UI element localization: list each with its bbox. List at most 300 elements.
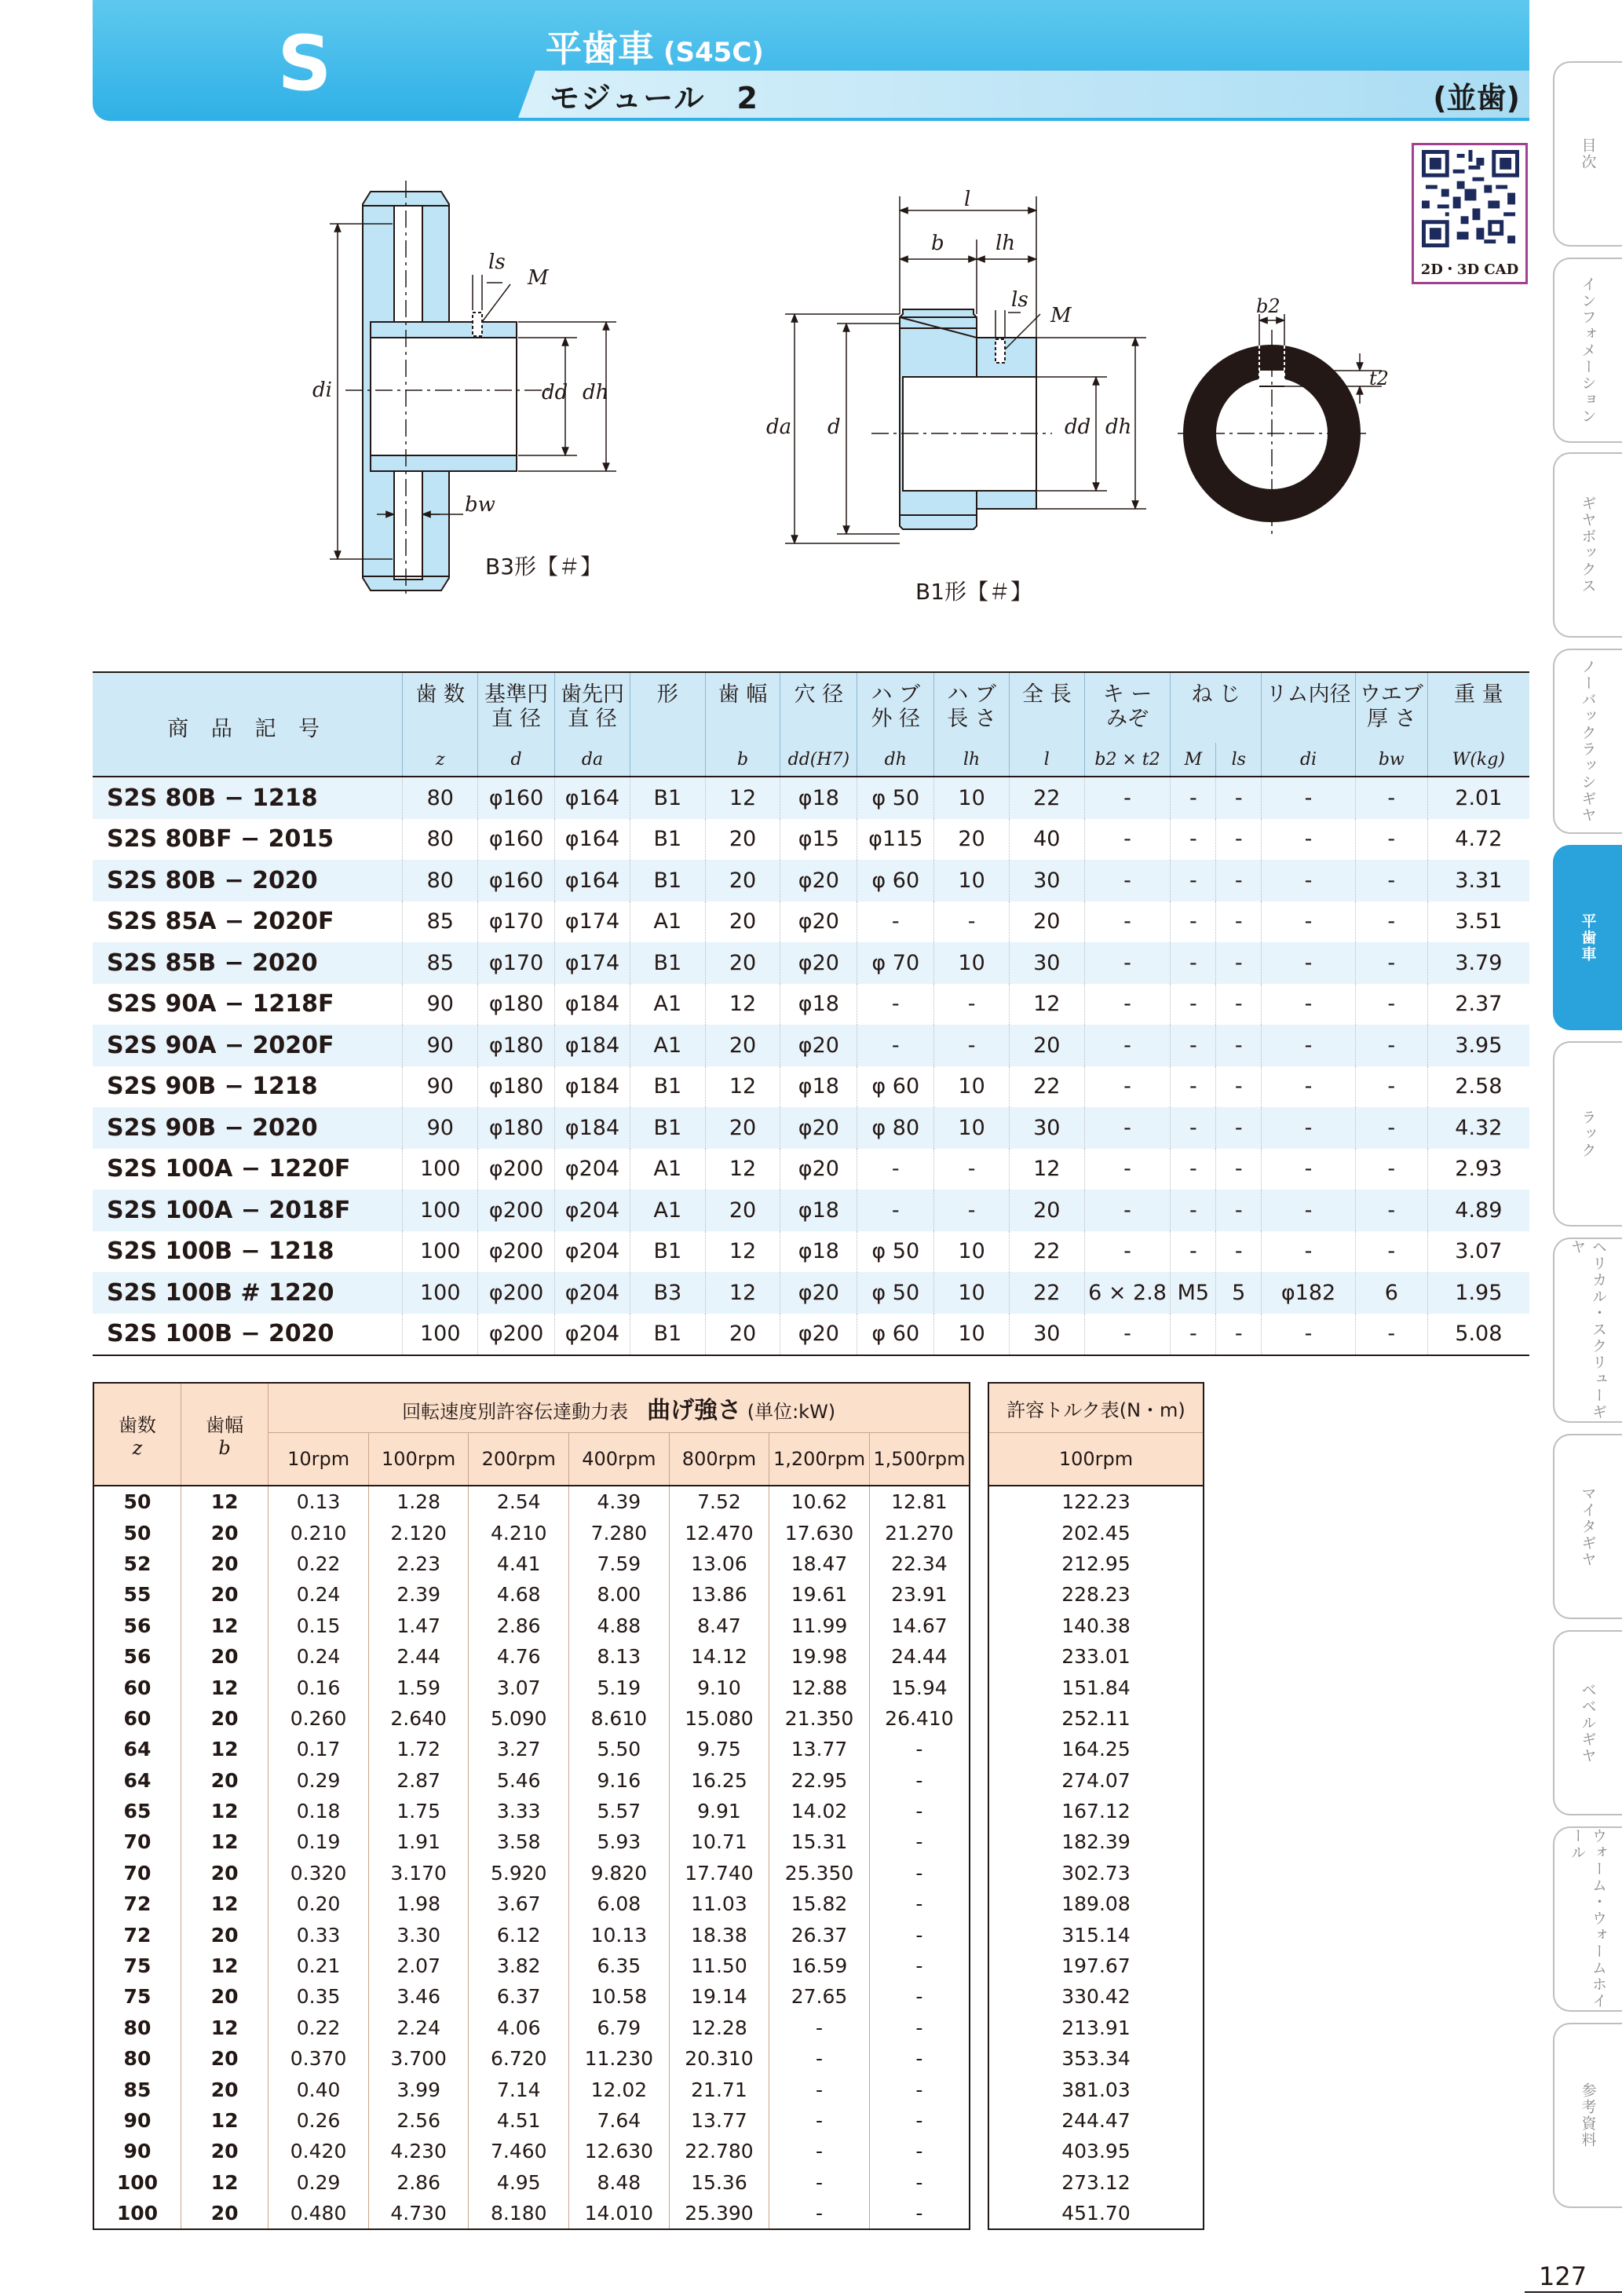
side-tab[interactable]	[1553, 1238, 1622, 1423]
pow-width-head: 歯幅 b	[181, 1383, 268, 1486]
teeth-cell: 65	[93, 1796, 181, 1826]
power-cell: 2.120	[368, 1517, 469, 1548]
teeth-cell: 75	[93, 1981, 181, 2012]
power-cell: 4.230	[368, 2136, 469, 2166]
power-cell: 2.87	[368, 1765, 469, 1796]
power-cell: 3.30	[368, 1919, 469, 1950]
power-cell: 15.36	[669, 2167, 769, 2198]
power-cell: 11.99	[769, 1610, 870, 1641]
side-tab[interactable]	[1553, 845, 1622, 1030]
spec-cell: 85	[403, 901, 478, 943]
spec-cell: 12	[705, 1231, 780, 1273]
teeth-cell: 56	[93, 1610, 181, 1641]
qr-caption: 2D・3D CAD	[1420, 261, 1519, 278]
torque-row	[988, 1734, 1204, 1764]
power-cell: 14.010	[569, 2198, 670, 2229]
module-label: モジュール 2	[550, 81, 759, 115]
torque-title: 許容トルク表(N・m)	[988, 1383, 1204, 1433]
spec-cell: 12	[705, 1066, 780, 1108]
dim-dd-b1: dd	[1065, 415, 1091, 439]
torque-rpm: 100rpm	[988, 1433, 1204, 1486]
power-cell: 12.28	[669, 2013, 769, 2043]
power-row	[93, 1888, 970, 1919]
power-row	[93, 1765, 970, 1796]
spec-cell: -	[1262, 1066, 1356, 1108]
spec-symbol: b2 × t2	[1084, 743, 1171, 777]
spec-cell: φ 60	[857, 1066, 934, 1108]
spec-cell: -	[1262, 1314, 1356, 1356]
width-cell: 20	[181, 1981, 268, 2012]
spec-cell: -	[1216, 984, 1262, 1026]
spec-cell: -	[1262, 942, 1356, 984]
torque-cell: 244.47	[1061, 2109, 1131, 2132]
power-row	[93, 2105, 970, 2136]
product-code: S2S 80B − 1218	[107, 784, 318, 812]
spec-symbol: W(kg)	[1427, 743, 1529, 777]
spec-cell: -	[1262, 901, 1356, 943]
power-cell: 21.350	[769, 1703, 870, 1734]
side-tab[interactable]	[1553, 1434, 1622, 1619]
side-tab[interactable]	[1553, 258, 1622, 443]
spec-cell: 6 × 2.8	[1084, 1272, 1171, 1314]
torque-table	[988, 1382, 1204, 2230]
power-cell: -	[869, 2167, 970, 2198]
torque-row	[988, 1486, 1204, 1517]
side-tab-label: インフォメーション	[1579, 276, 1597, 425]
torque-row	[988, 1703, 1204, 1734]
spec-symbol	[630, 743, 705, 777]
power-cell: 7.59	[569, 1548, 670, 1579]
power-cell: 12.470	[669, 1517, 769, 1548]
width-cell: 12	[181, 1734, 268, 1764]
gear-drawings	[0, 0, 1539, 628]
torque-row	[988, 2043, 1204, 2074]
spec-cell: -	[1084, 901, 1171, 943]
dim-lh: lh	[995, 232, 1016, 255]
spec-cell: 22	[1009, 1066, 1084, 1108]
dim-t2: t2	[1369, 367, 1389, 389]
side-tab[interactable]	[1553, 61, 1622, 247]
torque-row	[988, 1579, 1204, 1610]
spec-cell: B1	[630, 860, 705, 901]
power-cell: 23.91	[869, 1579, 970, 1610]
torque-cell: 233.01	[1061, 1645, 1131, 1669]
power-cell: -	[769, 2013, 870, 2043]
spec-cell: 22	[1009, 1272, 1084, 1314]
power-cell: 5.93	[569, 1826, 670, 1857]
torque-cell: 403.95	[1061, 2140, 1131, 2163]
power-cell: 7.14	[469, 2074, 569, 2104]
torque-row	[988, 2136, 1204, 2166]
side-tab-label: 平歯車	[1579, 912, 1597, 963]
power-row	[93, 1641, 970, 1672]
spec-cell: -	[1084, 1190, 1171, 1231]
spec-cell: φ200	[478, 1272, 555, 1314]
spec-cell: -	[1084, 984, 1171, 1026]
power-cell: 4.88	[569, 1610, 670, 1641]
power-cell: 8.13	[569, 1641, 670, 1672]
power-row	[93, 1672, 970, 1702]
spec-cell: φ170	[478, 942, 555, 984]
power-row	[93, 1548, 970, 1579]
teeth-cell: 50	[93, 1486, 181, 1517]
power-cell: -	[869, 2074, 970, 2104]
torque-cell: 122.23	[988, 1486, 1204, 1517]
spec-cell: 90	[403, 984, 478, 1026]
power-cell: 12.81	[869, 1486, 970, 1517]
power-cell: 6.35	[569, 1951, 670, 1981]
spec-cell: -	[1262, 984, 1356, 1026]
b3-caption: B3形【＃】	[485, 554, 603, 579]
spec-row	[93, 1231, 1529, 1273]
spec-cell: φ200	[478, 1314, 555, 1356]
spec-cell: -	[1216, 1314, 1262, 1356]
spec-cell: -	[1171, 1066, 1216, 1108]
power-cell: 5.57	[569, 1796, 670, 1826]
width-cell: 20	[181, 1858, 268, 1888]
power-row	[93, 1826, 970, 1857]
power-cell: 4.95	[469, 2167, 569, 2198]
product-code: S2S 90B − 1218	[107, 1073, 318, 1101]
spec-cell: 10	[934, 1066, 1010, 1108]
power-cell: 4.51	[469, 2105, 569, 2136]
side-tab[interactable]	[1553, 1826, 1622, 2012]
power-row	[93, 2136, 970, 2166]
power-cell: 2.54	[469, 1486, 569, 1517]
spec-cell: 5.08	[1427, 1314, 1529, 1356]
power-cell: 3.46	[368, 1981, 469, 2012]
spec-row	[93, 819, 1529, 861]
power-cell: 0.26	[269, 2105, 369, 2136]
power-row	[93, 1579, 970, 1610]
teeth-type-label: (並歯)	[1433, 81, 1520, 115]
side-tab-label: ノーバックラッシギヤ	[1579, 659, 1597, 824]
side-tab-label: 目次	[1579, 137, 1597, 170]
spec-cell: -	[1216, 1149, 1262, 1190]
spec-header: キ ー みぞ	[1084, 672, 1171, 743]
power-cell: 5.50	[569, 1734, 670, 1764]
power-cell: -	[869, 1826, 970, 1857]
power-cell: 4.68	[469, 1579, 569, 1610]
spec-cell: A1	[630, 1190, 705, 1231]
power-cell: 21.71	[669, 2074, 769, 2104]
spec-cell: 2.58	[1427, 1066, 1529, 1108]
spec-cell: -	[1262, 1107, 1356, 1149]
spec-cell: 20	[705, 1107, 780, 1149]
torque-cell: 274.07	[1061, 1768, 1131, 1792]
torque-row	[988, 1672, 1204, 1702]
spec-cell: 10	[934, 1107, 1010, 1149]
torque-row	[988, 1517, 1204, 1548]
power-cell: 0.40	[269, 2074, 369, 2104]
spec-cell: -	[1355, 819, 1427, 861]
power-cell: 2.24	[368, 2013, 469, 2043]
side-tab[interactable]	[1553, 649, 1622, 834]
spec-subheader: M	[1171, 743, 1216, 777]
power-cell: 12.02	[569, 2074, 670, 2104]
power-cell: 7.280	[569, 1517, 670, 1548]
width-cell: 12	[181, 1672, 268, 1702]
power-row	[93, 2198, 970, 2229]
teeth-cell: 55	[93, 1579, 181, 1610]
width-cell: 20	[181, 1919, 268, 1950]
power-cell: -	[869, 1981, 970, 2012]
spec-cell: -	[1216, 1066, 1262, 1108]
torque-cell: 252.11	[1061, 1706, 1131, 1730]
spec-cell: φ160	[478, 777, 555, 819]
spec-cell: φ20	[780, 1107, 857, 1149]
product-code: S2S 90A − 1218F	[107, 990, 334, 1018]
power-cell: 5.920	[469, 1858, 569, 1888]
power-row	[93, 1703, 970, 1734]
spec-cell: B1	[630, 1231, 705, 1273]
power-cell: 5.46	[469, 1765, 569, 1796]
power-cell: 18.47	[769, 1548, 870, 1579]
spec-cell: φ 70	[857, 942, 934, 984]
spec-cell: -	[1084, 860, 1171, 901]
spec-cell: 20	[1009, 1190, 1084, 1231]
dim-d: d	[827, 415, 841, 439]
torque-row	[988, 2167, 1204, 2198]
power-row	[93, 2043, 970, 2074]
rpm-header: 800rpm	[669, 1433, 769, 1486]
product-code: S2S 100B − 2020	[107, 1320, 334, 1348]
spec-cell: 3.79	[1427, 942, 1529, 984]
spec-cell: -	[934, 984, 1010, 1026]
spec-cell: 12	[705, 984, 780, 1026]
spec-header: 全 長	[1009, 672, 1084, 743]
power-cell: 13.77	[669, 2105, 769, 2136]
width-cell: 12	[181, 1610, 268, 1641]
power-cell: 0.24	[269, 1641, 369, 1672]
spec-symbol: b	[705, 743, 780, 777]
power-cell: 3.33	[469, 1796, 569, 1826]
power-cell: 13.06	[669, 1548, 769, 1579]
power-cell: 0.370	[269, 2043, 369, 2074]
spec-cell: φ180	[478, 1066, 555, 1108]
spec-cell: φ18	[780, 1190, 857, 1231]
power-cell: 6.08	[569, 1888, 670, 1919]
width-cell: 12	[181, 1486, 268, 1517]
product-code: S2S 100B # 1220	[107, 1278, 334, 1307]
spec-cell: -	[1355, 1107, 1427, 1149]
torque-cell: 164.25	[1061, 1738, 1131, 1761]
spec-cell: 20	[705, 901, 780, 943]
spec-cell: φ182	[1262, 1272, 1356, 1314]
power-cell: 15.82	[769, 1888, 870, 1919]
power-cell: -	[869, 1919, 970, 1950]
spec-cell: -	[857, 1190, 934, 1231]
torque-cell: 330.42	[1061, 1985, 1131, 2009]
spec-cell: φ180	[478, 984, 555, 1026]
spec-cell: φ115	[857, 819, 934, 861]
spec-cell: -	[1216, 1107, 1262, 1149]
spec-cell: 20	[705, 860, 780, 901]
torque-row	[988, 2198, 1204, 2229]
spec-cell: 20	[705, 1025, 780, 1066]
spec-cell: 40	[1009, 819, 1084, 861]
power-cell: 0.22	[269, 1548, 369, 1579]
spec-cell: φ174	[555, 901, 630, 943]
spec-cell: φ 80	[857, 1107, 934, 1149]
teeth-cell: 72	[93, 1888, 181, 1919]
spec-row	[93, 1066, 1529, 1108]
spec-row	[93, 1025, 1529, 1066]
spec-cell: -	[1084, 1149, 1171, 1190]
power-cell: 22.34	[869, 1548, 970, 1579]
torque-row	[988, 1858, 1204, 1888]
spec-cell: φ 60	[857, 860, 934, 901]
side-tab[interactable]	[1553, 452, 1622, 638]
spec-cell: 100	[403, 1231, 478, 1273]
power-cell: -	[869, 2043, 970, 2074]
power-cell: 0.260	[269, 1703, 369, 1734]
teeth-cell: 70	[93, 1858, 181, 1888]
dim-dh-b3: dh	[583, 381, 609, 404]
spec-cell: φ160	[478, 819, 555, 861]
side-tab[interactable]	[1553, 1041, 1622, 1227]
spec-cell: -	[1355, 901, 1427, 943]
spec-cell: φ184	[555, 1066, 630, 1108]
spec-cell: 12	[1009, 984, 1084, 1026]
spec-cell: 20	[1009, 1025, 1084, 1066]
power-cell: 1.28	[368, 1486, 469, 1517]
spec-row	[93, 1190, 1529, 1231]
power-cell: 14.67	[869, 1610, 970, 1641]
spec-symbol: dh	[857, 743, 934, 777]
spec-cell: φ18	[780, 777, 857, 819]
torque-row	[988, 1981, 1204, 2012]
spec-cell: -	[857, 901, 934, 943]
spec-cell: 2.37	[1427, 984, 1529, 1026]
dim-M-b1: M	[1050, 304, 1072, 327]
side-tab[interactable]	[1553, 1630, 1622, 1815]
rpm-header: 100rpm	[368, 1433, 469, 1486]
torque-cell: 213.91	[1061, 2016, 1131, 2039]
power-cell: 7.64	[569, 2105, 670, 2136]
power-cell: 1.91	[368, 1826, 469, 1857]
width-cell: 20	[181, 1517, 268, 1548]
spec-row	[93, 984, 1529, 1026]
spec-cell: 100	[403, 1190, 478, 1231]
power-cell: 10.13	[569, 1919, 670, 1950]
side-tab[interactable]	[1553, 2023, 1622, 2208]
teeth-cell: 100	[93, 2167, 181, 2198]
width-cell: 12	[181, 1796, 268, 1826]
spec-cell: -	[1171, 777, 1216, 819]
spec-cell: φ184	[555, 1107, 630, 1149]
spec-cell: -	[934, 1149, 1010, 1190]
power-cell: 0.320	[269, 1858, 369, 1888]
power-cell: 3.700	[368, 2043, 469, 2074]
spec-cell: φ20	[780, 942, 857, 984]
rpm-header: 1,500rpm	[869, 1433, 970, 1486]
product-code: S2S 85B − 2020	[107, 949, 318, 977]
spec-cell: -	[1171, 984, 1216, 1026]
teeth-cell: 90	[93, 2105, 181, 2136]
spec-subheader: ls	[1216, 743, 1262, 777]
spec-header: リム内径	[1262, 672, 1356, 743]
spec-row	[93, 1149, 1529, 1190]
power-cell: 4.39	[569, 1486, 670, 1517]
spec-cell: 20	[934, 819, 1010, 861]
torque-row	[988, 2105, 1204, 2136]
spec-symbol: l	[1009, 743, 1084, 777]
power-cell: 17.740	[669, 1858, 769, 1888]
power-cell: 16.59	[769, 1951, 870, 1981]
torque-cell: 167.12	[1061, 1800, 1131, 1823]
title-text: 平歯車	[546, 27, 654, 70]
power-cell: 2.86	[469, 1610, 569, 1641]
spec-cell: A1	[630, 1149, 705, 1190]
product-code: S2S 80BF − 2015	[107, 825, 334, 854]
power-cell: 25.350	[769, 1858, 870, 1888]
side-tab-label: 参考資料	[1579, 2082, 1597, 2148]
spec-cell: 30	[1009, 1314, 1084, 1356]
spec-cell: -	[1171, 1149, 1216, 1190]
side-tab-label: ギヤボックス	[1579, 495, 1597, 594]
power-cell: 26.410	[869, 1703, 970, 1734]
spec-cell: -	[1262, 860, 1356, 901]
power-cell: 13.86	[669, 1579, 769, 1610]
power-cell: 4.76	[469, 1641, 569, 1672]
power-cell: 7.460	[469, 2136, 569, 2166]
teeth-cell: 72	[93, 1919, 181, 1950]
spec-cell: -	[1262, 819, 1356, 861]
power-cell: 0.19	[269, 1826, 369, 1857]
spec-row	[93, 777, 1529, 819]
width-cell: 20	[181, 1703, 268, 1734]
power-cell: 2.86	[368, 2167, 469, 2198]
spec-cell: φ 50	[857, 1231, 934, 1273]
width-cell: 20	[181, 2136, 268, 2166]
power-cell: -	[769, 2167, 870, 2198]
power-cell: -	[869, 1858, 970, 1888]
torque-row	[988, 1610, 1204, 1641]
power-cell: 0.29	[269, 2167, 369, 2198]
spec-header: 商 品 記 号	[93, 672, 403, 777]
dim-M-b3: M	[528, 266, 549, 290]
spec-cell: φ164	[555, 860, 630, 901]
spec-cell: φ204	[555, 1314, 630, 1356]
power-cell: 11.50	[669, 1951, 769, 1981]
spec-header: 形	[630, 672, 705, 743]
spec-cell: 30	[1009, 942, 1084, 984]
power-cell: 13.77	[769, 1734, 870, 1764]
power-cell: 14.12	[669, 1641, 769, 1672]
power-row	[93, 1858, 970, 1888]
width-cell: 20	[181, 2074, 268, 2104]
spec-cell: -	[1084, 942, 1171, 984]
power-cell: 2.07	[368, 1951, 469, 1981]
spec-cell: M5	[1171, 1272, 1216, 1314]
spec-cell: -	[1171, 1231, 1216, 1273]
spec-cell: -	[1355, 1314, 1427, 1356]
spec-cell: -	[1355, 777, 1427, 819]
spec-cell: -	[1084, 1066, 1171, 1108]
spec-cell: 3.95	[1427, 1025, 1529, 1066]
spec-cell: φ 50	[857, 1272, 934, 1314]
spec-cell: φ184	[555, 1025, 630, 1066]
spec-cell: -	[1171, 1190, 1216, 1231]
spec-cell: 2.01	[1427, 777, 1529, 819]
power-cell: -	[869, 1765, 970, 1796]
power-cell: 0.20	[269, 1888, 369, 1919]
power-cell: -	[869, 1888, 970, 1919]
power-cell: 3.170	[368, 1858, 469, 1888]
b1-gear-drawing	[900, 309, 1036, 529]
spec-cell: φ18	[780, 1066, 857, 1108]
